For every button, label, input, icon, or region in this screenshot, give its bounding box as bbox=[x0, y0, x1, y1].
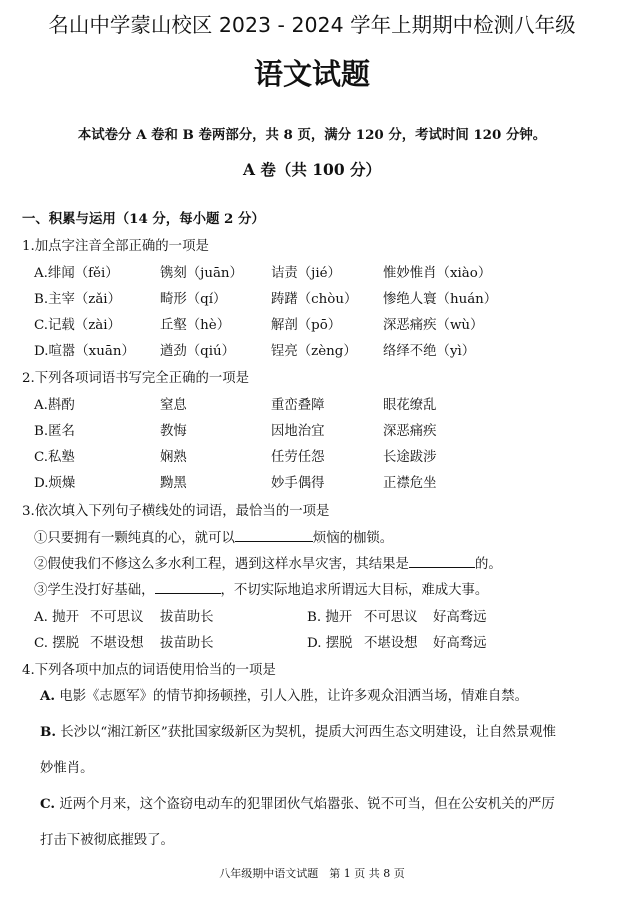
q3-sentence-2 bbox=[34, 553, 502, 572]
q1-option-b-2: 畸形（qí） bbox=[160, 292, 227, 307]
q3-option-c-1: C. 摆脱 bbox=[34, 636, 80, 651]
q1-option-b-4: 惨绝人寰（huán） bbox=[383, 292, 498, 307]
q2-option-b-3: 因地治宜 bbox=[271, 424, 325, 439]
q3-blank-1 bbox=[235, 529, 313, 542]
q2-option-c-1: C.私塾 bbox=[34, 450, 75, 465]
q3-option-d-2: 不堪设想 bbox=[364, 636, 418, 651]
q1-option-d-2: 遒劲（qiú） bbox=[160, 344, 236, 359]
q1-option-d-3: 锃亮（zèng） bbox=[271, 344, 357, 359]
q3-sentence-3-part-a: ③学生没打好基础， bbox=[34, 583, 155, 598]
q3-sentence-2-part-a: ②假使我们不修这么多水利工程，遇到这样水旱灾害，其结果是 bbox=[34, 557, 409, 572]
question-3-stem: 3.依次填入下列句子横线处的词语，最恰当的一项是 bbox=[22, 504, 330, 519]
q2-option-a-2: 窒息 bbox=[160, 398, 187, 413]
q2-option-a-1: A.斟酌 bbox=[34, 398, 75, 413]
q3-option-c-3: 拔苗助长 bbox=[160, 636, 214, 651]
exam-instructions: 本试卷分 A 卷和 B 卷两部分，共 8 页，满分 120 分，考试时间 120 分钟。 bbox=[77, 127, 547, 143]
q2-option-d-4: 正襟危坐 bbox=[383, 476, 437, 491]
q2-option-b-1: B.匿名 bbox=[34, 424, 75, 439]
q4-option-b-line-1 bbox=[40, 721, 556, 740]
q2-option-d-2: 黝黑 bbox=[160, 476, 187, 491]
q1-option-c-3: 解剖（pō） bbox=[271, 318, 342, 333]
q1-option-c-1: C.记载（zài） bbox=[34, 318, 121, 333]
q2-option-a-4: 眼花缭乱 bbox=[383, 398, 437, 413]
q3-option-d-3: 好高骛远 bbox=[433, 636, 487, 651]
q1-option-b-1: B.主宰（zǎi） bbox=[34, 292, 121, 307]
section-a-heading: A 卷（共 100 分） bbox=[242, 160, 382, 179]
q2-option-c-3: 任劳任怨 bbox=[271, 450, 325, 465]
q3-option-b-3: 好高骛远 bbox=[433, 610, 487, 625]
q2-option-c-2: 娴熟 bbox=[160, 450, 187, 465]
exam-header: 名山中学蒙山校区 2023 - 2024 学年上期期中检测八年级 bbox=[48, 13, 576, 37]
q4-option-c-label: C. bbox=[40, 796, 56, 812]
q3-sentence-1-part-b: 烦恼的枷锁。 bbox=[312, 531, 394, 546]
part-one-heading: 一、积累与运用（14 分，每小题 2 分） bbox=[22, 211, 265, 227]
q4-option-b-text-2: 妙惟肖。 bbox=[40, 761, 94, 776]
q1-option-a-3: 诘责（jié） bbox=[271, 266, 341, 281]
q3-sentence-2-part-b: 的。 bbox=[474, 557, 502, 572]
q1-option-d-4: 络绎不绝（yì） bbox=[383, 344, 476, 359]
question-1-stem: 1.加点字注音全部正确的一项是 bbox=[22, 239, 209, 254]
page-footer: 八年级期中语文试题 第 1 页 共 8 页 bbox=[219, 867, 405, 880]
q4-option-a-text: 电影《志愿军》的情节抑扬顿挫，引人入胜，让许多观众泪洒当场，情难自禁。 bbox=[59, 689, 528, 704]
q4-option-c-text-2: 打击下被彻底摧毁了。 bbox=[40, 833, 174, 848]
q1-option-c-2: 丘壑（hè） bbox=[160, 318, 231, 333]
q4-option-a-label: A. bbox=[40, 688, 56, 704]
q1-option-b-3: 踌躇（chòu） bbox=[271, 292, 358, 307]
q3-blank-3 bbox=[155, 581, 221, 594]
page-title: 语文试题 bbox=[253, 57, 370, 91]
q2-option-a-3: 重峦叠障 bbox=[271, 398, 325, 413]
q1-option-a-4: 惟妙惟肖（xiào） bbox=[383, 266, 492, 281]
q3-option-d-1: D. 摆脱 bbox=[307, 636, 353, 651]
q3-option-c-2: 不堪设想 bbox=[90, 636, 144, 651]
q3-sentence-3-part-b: ，不切实际地追求所谓远大目标，难成大事。 bbox=[220, 583, 489, 598]
q3-sentence-3 bbox=[34, 579, 488, 598]
q1-option-a-2: 镌刻（juān） bbox=[160, 266, 243, 281]
q3-option-b-1: B. 抛开 bbox=[307, 610, 353, 625]
q4-option-b-label: B. bbox=[40, 724, 56, 740]
q2-option-b-2: 教悔 bbox=[160, 424, 187, 439]
q2-option-b-4: 深恶痛疾 bbox=[383, 424, 437, 439]
q3-option-b-2: 不可思议 bbox=[364, 610, 418, 625]
q3-option-a-1: A. 抛开 bbox=[34, 610, 79, 625]
q1-option-a-1: A.绯闻（fěi） bbox=[34, 266, 119, 281]
q4-option-c-line-1 bbox=[40, 793, 555, 812]
q2-option-d-3: 妙手偶得 bbox=[271, 476, 325, 491]
q4-option-b-text-1: 长沙以“湘江新区”获批国家级新区为契机，提质大河西生态文明建设，让自然景观惟 bbox=[60, 725, 557, 740]
q2-option-d-1: D.烦燥 bbox=[34, 476, 76, 491]
question-4-stem: 4.下列各项中加点的词语使用恰当的一项是 bbox=[22, 663, 276, 678]
q3-option-a-2: 不可思议 bbox=[90, 610, 144, 625]
q4-option-c-text-1: 近两个月来，这个盗窃电动车的犯罪团伙气焰嚣张、锐不可当，但在公安机关的严厉 bbox=[59, 797, 555, 812]
q3-option-a-3: 拔苗助长 bbox=[160, 610, 214, 625]
q2-option-c-4: 长途跋涉 bbox=[383, 450, 437, 465]
q3-blank-2 bbox=[409, 555, 475, 568]
q1-option-d-1: D.喧嚣（xuān） bbox=[34, 344, 135, 359]
q4-option-a bbox=[40, 685, 528, 704]
q3-sentence-1-part-a: ①只要拥有一颗纯真的心，就可以 bbox=[34, 531, 235, 546]
q1-option-c-4: 深恶痛疾（wù） bbox=[383, 318, 484, 333]
q3-sentence-1 bbox=[34, 527, 393, 546]
question-2-stem: 2.下列各项词语书写完全正确的一项是 bbox=[22, 371, 250, 386]
